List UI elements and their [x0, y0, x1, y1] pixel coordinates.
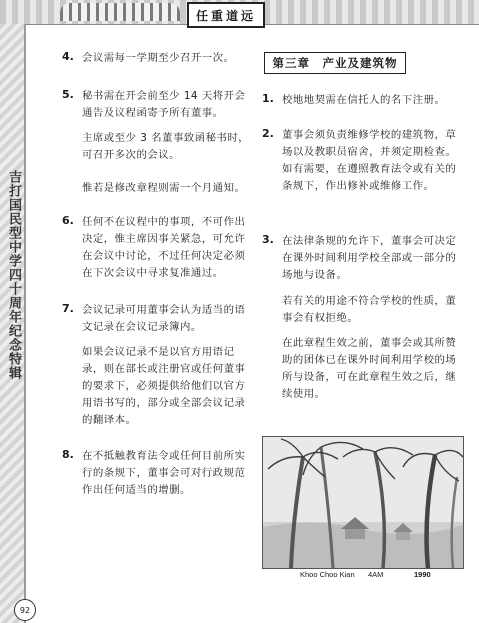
- item-text: 任何不在议程中的事项，不可作出决定，惟主席因事关紧急，可允许在会议中讨论，不过任何决定必须在下次会议中寻求复准通过。: [82, 216, 246, 279]
- item-text: 董事会须负责维修学校的建筑物，草场以及教职员宿舍，并须定期检查。如有需要，在遵照教育法令或有关的条规下，作出修补或维修工作。: [282, 129, 457, 192]
- item-text: 会议需每一学期至少召开一次。: [82, 52, 235, 64]
- item-number: 1.: [262, 92, 274, 105]
- vertical-publication-title: 吉打国民型中学四十周年纪念特辑: [6, 170, 21, 380]
- left-strip-border: [24, 24, 26, 623]
- caption-class: 4AM: [368, 570, 384, 579]
- photo-caption: [262, 570, 462, 582]
- item-text: 如果会议记录不是以官方用语记录，则在部长或注册官或任何董事的要求下，必须提供给他们以官方用语书写的，部分或全部会议记录的翻译本。: [82, 346, 246, 426]
- arches-ornament: [60, 3, 180, 21]
- item-number: 4.: [62, 50, 74, 63]
- item-text: 主席或至少 3 名董事致函秘书时，可召开多次的会议。: [82, 132, 250, 161]
- caption-year: 1990: [414, 570, 431, 579]
- item-text: 秘书需在开会前至少 14 天将开会通告及议程函寄予所有董事。: [82, 90, 246, 119]
- palm-tree-sketch-image: [262, 436, 464, 569]
- item-text: 惟若是修改章程则需一个月通知。: [82, 182, 246, 194]
- item-text: 校地地契需在信托人的名下注册。: [282, 94, 446, 106]
- item-number: 5.: [62, 88, 74, 101]
- caption-artist: Khoo Choo Kian: [300, 570, 355, 579]
- item-text: 在此章程生效之前，董事会或其所赞助的团体已在课外时间利用学校的场所与设备，可在此章程生效之后，继续使用。: [282, 337, 457, 400]
- chapter-title: 第三章 产业及建筑物: [264, 52, 406, 74]
- item-text: 若有关的用途不符合学校的性质，董事会有权拒绝。: [282, 295, 457, 324]
- header-title: 任重道远: [187, 2, 265, 28]
- item-text: 会议记录可用董事会认为适当的语文记录在会议记录簿内。: [82, 304, 246, 333]
- item-text: 在法律条规的允许下，董事会可决定在课外时间利用学校全部或一部分的场地与设备。: [282, 235, 457, 281]
- item-text: 在不抵触教育法令或任何目前所实行的条规下，董事会可对行政规范作出任何适当的增删。: [82, 450, 246, 496]
- item-number: 2.: [262, 127, 274, 140]
- item-number: 3.: [262, 233, 274, 246]
- sketch-illustration: [263, 437, 463, 568]
- page-number: 92: [14, 599, 36, 621]
- item-number: 7.: [62, 302, 74, 315]
- item-number: 8.: [62, 448, 74, 461]
- item-number: 6.: [62, 214, 74, 227]
